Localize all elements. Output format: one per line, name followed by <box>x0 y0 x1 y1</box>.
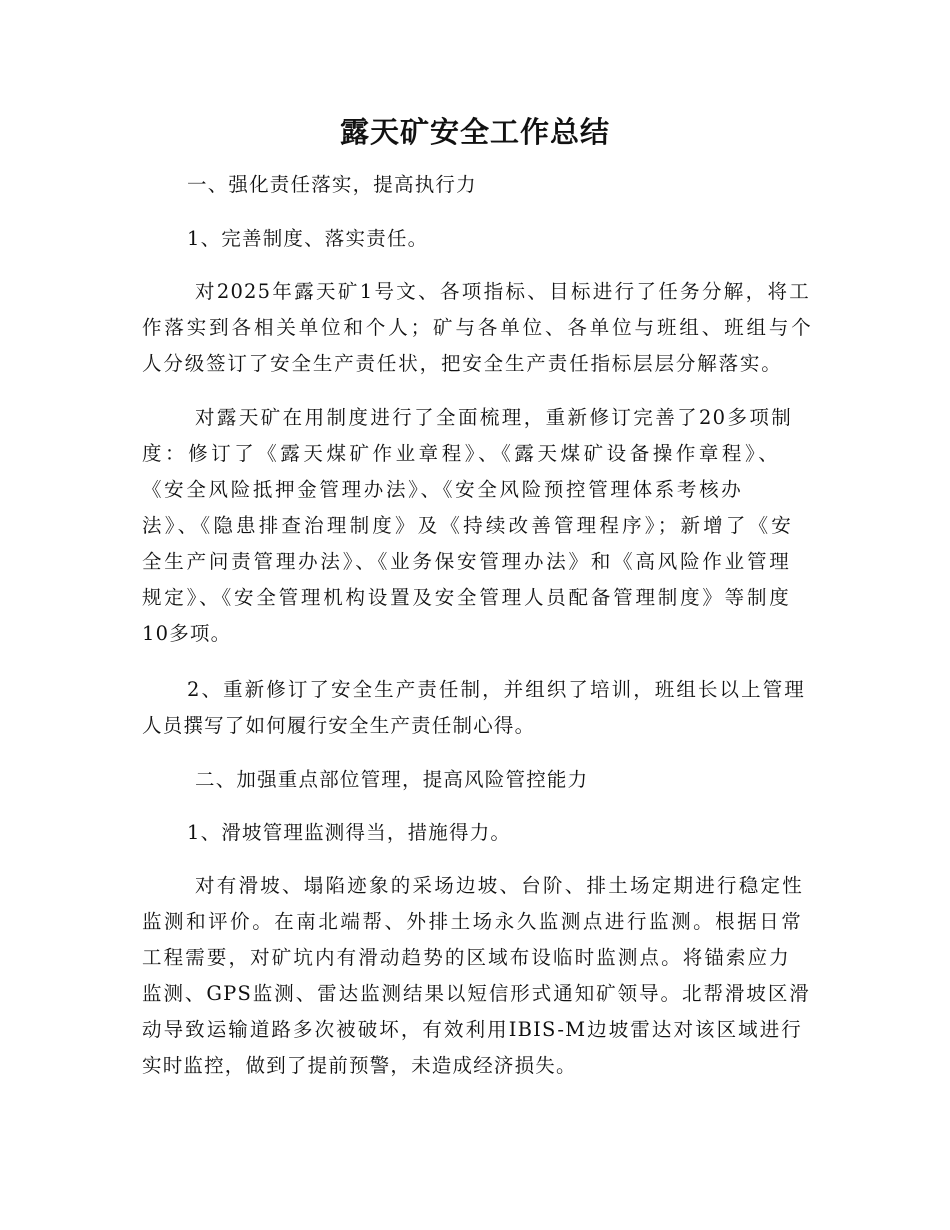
paragraph-line: 度：修订了《露天煤矿作业章程》、《露天煤矿设备操作章程》、 <box>142 442 779 465</box>
subsection-heading-1-1: 1、完善制度、落实责任。 <box>187 227 429 250</box>
paragraph-line: 全生产问责管理办法》、《业务保安管理办法》和《高风险作业管理 <box>142 550 790 573</box>
paragraph-line: 监测、GPS监测、雷达监测结果以短信形式通知矿领导。北帮滑坡区滑 <box>142 982 810 1005</box>
paragraph-line: 人员撰写了如何履行安全生产责任制心得。 <box>142 714 536 737</box>
paragraph-line: 2、重新修订了安全生产责任制，并组织了培训，班组长以上管理 <box>187 678 805 701</box>
paragraph-line: 对露天矿在用制度进行了全面梳理，重新修订完善了20多项制 <box>195 406 792 429</box>
section-heading-2: 二、加强重点部位管理，提高风险管控能力 <box>195 768 589 791</box>
paragraph-line: 对2025年露天矿1号文、各项指标、目标进行了任务分解，将工 <box>195 280 810 303</box>
paragraph-line: 人分级签订了安全生产责任状，把安全生产责任指标层层分解落实。 <box>142 352 782 375</box>
paragraph-line: 《安全风险抵押金管理办法》、《安全风险预控管理体系考核办 <box>142 478 742 501</box>
paragraph-line: 监测和评价。在南北端帮、外排土场永久监测点进行监测。根据日常 <box>142 910 802 933</box>
paragraph-line: 工程需要，对矿坑内有滑动趋势的区域布设临时监测点。将锚索应力 <box>142 946 790 969</box>
subsection-heading-2-1: 1、滑坡管理监测得当，措施得力。 <box>187 821 512 844</box>
document-title: 露天矿安全工作总结 <box>339 115 610 149</box>
paragraph-line: 动导致运输道路多次被破坏，有效利用IBIS-M边坡雷达对该区域进行 <box>142 1018 802 1041</box>
paragraph-line: 实时监控，做到了提前预警，未造成经济损失。 <box>142 1054 577 1077</box>
paragraph-line: 规定》、《安全管理机构设置及安全管理人员配备管理制度》等制度 <box>142 586 790 609</box>
paragraph-line: 法》、《隐患排查治理制度》及《持续改善管理程序》；新增了《安 <box>142 514 792 537</box>
paragraph-line: 作落实到各相关单位和个人；矿与各单位、各单位与班组、班组与个 <box>142 316 812 339</box>
paragraph-line: 对有滑坡、塌陷迹象的采场边坡、台阶、排土场定期进行稳定性 <box>195 874 803 897</box>
paragraph-line: 10多项。 <box>142 622 232 645</box>
section-heading-1: 一、强化责任落实，提高执行力 <box>187 173 477 196</box>
